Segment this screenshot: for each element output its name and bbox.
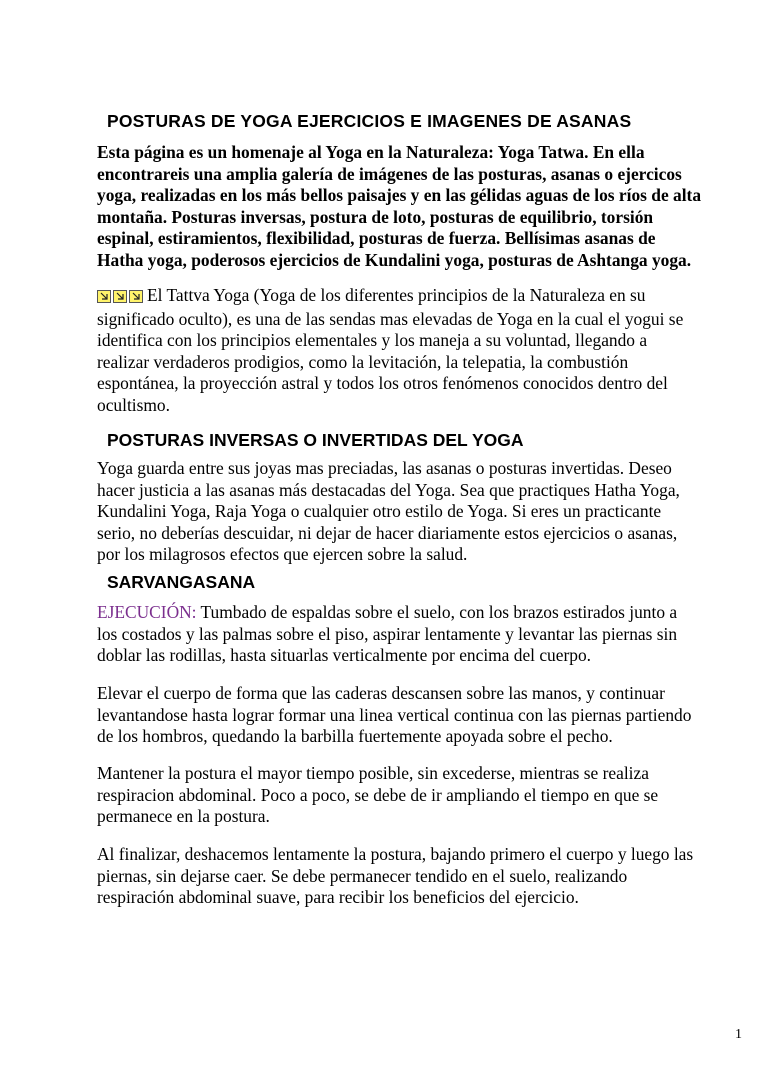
ejecucion-line: doblar las rodillas, hasta situarlas verticalmente por encima del cuerpo.: [97, 645, 592, 665]
mantener-line: permanece en la postura.: [97, 806, 270, 826]
inversas-line: Kundalini Yoga, Raja Yoga o cualquier otro estilo de Yoga. Si eres un practicante: [97, 501, 662, 521]
tattva-line: identifica con los principios elementales y los maneja a su voluntad, llegando a: [97, 330, 648, 350]
inversas-line: Yoga guarda entre sus joyas mas preciadas, las asanas o posturas invertidas. Deseo: [97, 458, 672, 478]
ejecucion-first-line: [97, 602, 737, 624]
page-title: POSTURAS DE YOGA EJERCICIOS E IMAGENES DE ASANAS: [107, 111, 632, 131]
bullet-icons: [97, 287, 145, 309]
inversas-line: por los milagrosos efectos que ejercen sobre la salud.: [97, 544, 468, 564]
tattva-line: realizar verdaderos prodigios, como la levitación, la telepatia, la combustión: [97, 351, 629, 372]
intro-line: espinal, estiramientos, flexibilidad, posturas de fuerza. Bellísimas asanas de: [97, 228, 656, 248]
mantener-line: respiracion abdominal. Poco a poco, se debe de ir ampliando el tiempo en que se: [97, 784, 659, 805]
tattva-line: significado oculto), es una de las sendas mas elevadas de Yoga en la cual el yogui se: [97, 308, 684, 329]
tattva-paragraph: [97, 285, 737, 416]
inversas-line: serio, no deberías descuidar, ni dejar de hacer diariamente estos ejercicios o asanas,: [97, 522, 678, 543]
ejecucion-line: los costados y las palmas sobre el piso, aspirar lentamente y levantar las piernas sin: [97, 623, 678, 644]
arrow-icon: [97, 290, 111, 303]
ejecucion-first-text: Tumbado de espaldas sobre el suelo, con los brazos estirados junto a: [196, 602, 678, 622]
ejecucion-paragraph: [97, 602, 737, 667]
inversas-paragraph: [97, 458, 737, 566]
heading-sarvangasana: SARVANGASANA: [107, 572, 256, 592]
inversas-line: hacer justicia a las asanas más destacadas del Yoga. Sea que practiques Hatha Yoga,: [97, 479, 680, 500]
finalizar-line: piernas, sin dejarse caer. Se debe permanecer tendido en el suelo, realizando: [97, 865, 628, 886]
arrow-icon: [113, 290, 127, 303]
elevar-line: Elevar el cuerpo de forma que las caderas descansen sobre las manos, y continuar: [97, 683, 665, 703]
intro-line: Esta página es un homenaje al Yoga en la Naturaleza: Yoga Tatwa. En ella: [97, 142, 645, 162]
arrow-icon: [129, 290, 143, 303]
mantener-line: Mantener la postura el mayor tiempo posible, sin excederse, mientras se realiza: [97, 763, 649, 783]
tattva-line: espontánea, la proyección astral y todos los otros fenómenos conocidos dentro del: [97, 373, 668, 393]
mantener-paragraph: [97, 763, 737, 828]
page-number: 1: [735, 1027, 742, 1042]
finalizar-line: Al finalizar, deshacemos lentamente la postura, bajando primero el cuerpo y luego las: [97, 844, 694, 864]
intro-paragraph: [97, 142, 737, 271]
elevar-line: de los hombros, quedando la barbilla fuertemente apoyada sobre el pecho.: [97, 726, 613, 746]
tattva-line: ocultismo.: [97, 394, 170, 415]
intro-line: yoga, realizadas en los más bellos paisajes y en las gélidas aguas de los ríos de alta: [97, 185, 702, 205]
intro-line: encontrareis una amplia galería de imágenes de las posturas, asanas o ejercicos: [97, 163, 682, 184]
intro-line: montaña. Posturas inversas, postura de loto, posturas de equilibrio, torsión: [97, 206, 654, 227]
ejecucion-label: EJECUCIÓN:: [97, 602, 197, 622]
tattva-first-line: [97, 285, 737, 309]
finalizar-paragraph: [97, 844, 737, 909]
elevar-paragraph: [97, 683, 737, 748]
tattva-first-text: El Tattva Yoga (Yoga de los diferentes principios de la Naturaleza en su: [147, 285, 646, 305]
elevar-line: levantandose hasta lograr formar una linea vertical continua con las piernas partiendo: [97, 704, 692, 725]
finalizar-line: respiración abdominal suave, para recibir los beneficios del ejercicio.: [97, 887, 579, 907]
heading-inversas: POSTURAS INVERSAS O INVERTIDAS DEL YOGA: [107, 430, 524, 450]
intro-line: Hatha yoga, poderosos ejercicios de Kundalini yoga, posturas de Ashtanga yoga.: [97, 249, 692, 270]
